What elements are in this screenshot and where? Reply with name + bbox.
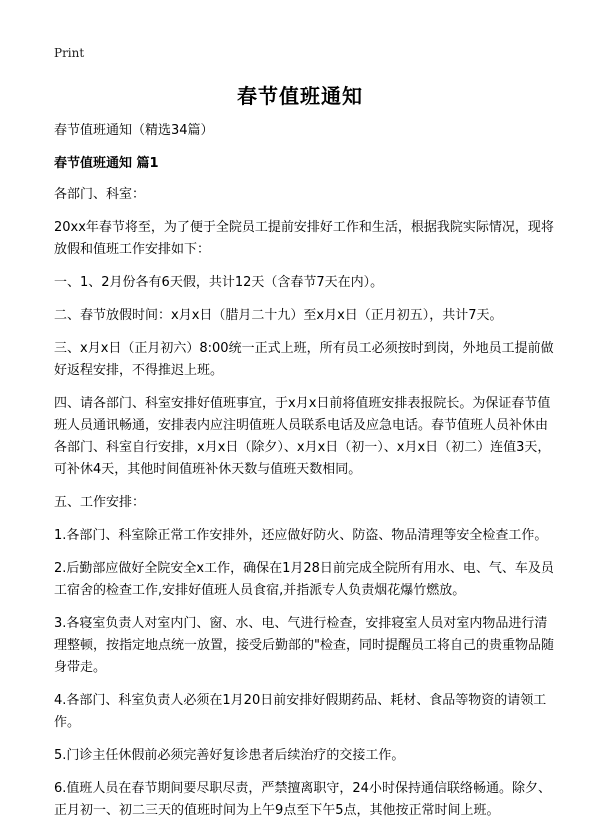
paragraph: 20xx年春节将至，为了便于全院员工提前安排好工作和生活，根据我院实际情况，现将放假和值班工作安排如下：: [54, 220, 554, 257]
paragraph: 各部门、科室：: [54, 187, 146, 202]
print-link[interactable]: Print: [54, 46, 85, 60]
paragraph: 五、工作安排：: [54, 495, 146, 510]
paragraph: 4.各部门、科室负责人必须在1月20日前安排好假期药品、耗材、食品等物资的请领工作。: [54, 693, 547, 730]
paragraph: 1.各部门、科室除正常工作安排外，还应做好防火、防盗、物品清理等安全检查工作。: [54, 528, 548, 543]
article-subtitle: 春节值班通知（精选34篇）: [54, 123, 214, 138]
paragraph: 2.后勤部应做好全院安全x工作，确保在1月28日前完成全院所有用水、电、气、车及员工宿舍的检查工作,安排好值班人员食宿,并指派专人负责烟花爆竹燃放。: [54, 561, 554, 598]
paragraph: 6.值班人员在春节期间要尽职尽责，严禁擅离职守，24小时保持通信联络畅通。除夕、正月初一、初二三天的值班时间为上午9点至下午5点，其他按正常时间上班。: [54, 781, 551, 818]
paragraph: 三、x月x日（正月初六）8:00统一正式上班，所有员工必须按时到岗，外地员工提前做好返程安排，不得推迟上班。: [54, 341, 554, 378]
paragraph: 二、春节放假时间：x月x日（腊月二十九）至x月x日（正月初五），共计7天。: [54, 308, 503, 323]
paragraph: 一、1、2月份各有6天假，共计12天（含春节7天在内）。: [54, 275, 384, 290]
section-heading: 春节值班通知 篇1: [54, 156, 159, 171]
paragraph: 四、请各部门、科室安排好值班事宜，于x月x日前将值班安排表报院长。为保证春节值班人员通讯畅通，安排表内应注明值班人员联系电话及应急电话。春节值班人员补休由各部门、科室自行安排，x月x日（除夕）、x月x日（初一）、x月x日（初二）连值3天，可补休4天，其他时间值班补休天数与值班天数相同。: [54, 396, 551, 477]
article-body: [54, 120, 554, 833]
paragraph: 3.各寝室负责人对室内门、窗、水、电、气进行检查，安排寝室人员对室内物品进行清理整顿，按指定地点统一放置，接受后勤部的"检查，同时提醒员工将自己的贵重物品随身带走。: [54, 616, 554, 675]
paragraph: 5.门诊主任休假前必须完善好复诊患者后续治疗的交接工作。: [54, 748, 405, 763]
page-title: 春节值班通知: [237, 84, 363, 108]
